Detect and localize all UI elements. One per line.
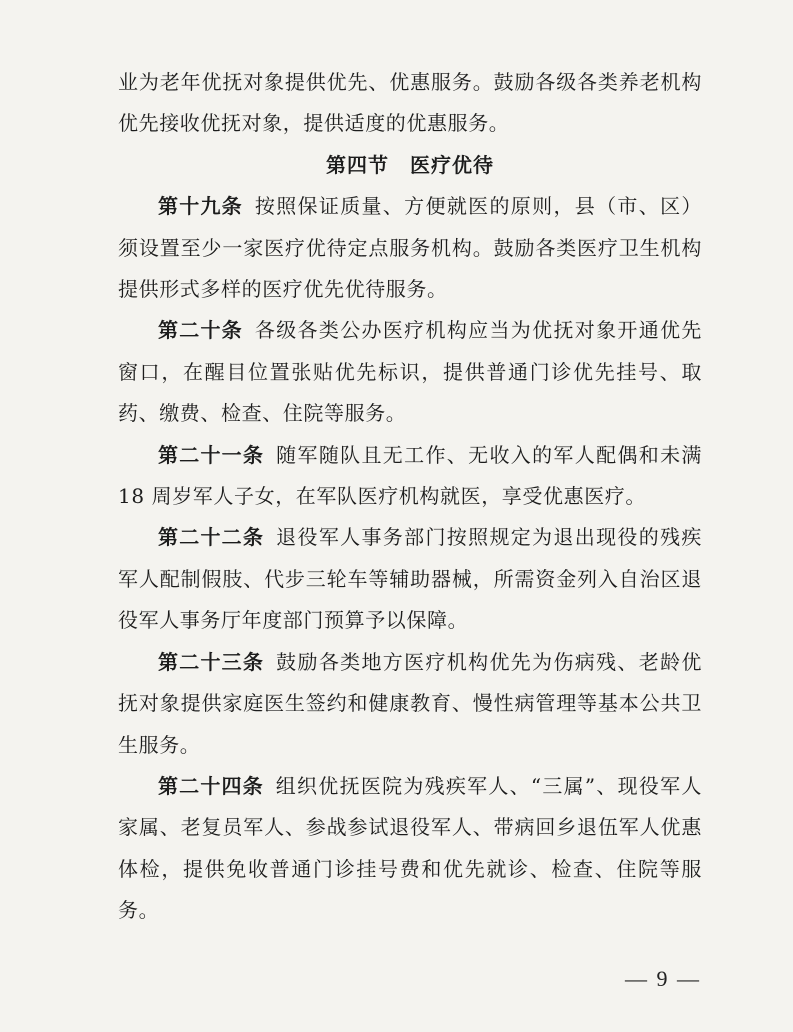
section-title: 第四节 医疗优待 (326, 152, 494, 177)
article-number: 第十九条 (158, 194, 243, 219)
article-text: 组织优抚医院为残疾军人、“三属”、现役军人家属、老复员军人、参战参试退役军人、带病回乡退伍军人优惠体检，提供免收普通门诊挂号费和优先就诊、检查、住院等服务。 (118, 773, 702, 923)
article-19 (118, 186, 702, 310)
page-number: — 9 — (625, 966, 701, 991)
article-number: 第二十一条 (158, 442, 265, 467)
article-22 (118, 517, 702, 641)
continuation-paragraph: 业为老年优抚对象提供优先、优惠服务。鼓励各级各类养老机构优先接收优抚对象，提供适度的优惠服务。 (118, 70, 702, 136)
article-text: 随军随队且无工作、无收入的军人配偶和未满 18 周岁军人子女，在军队医疗机构就医，享受优惠医疗。 (118, 442, 703, 509)
article-text: 鼓励各类地方医疗机构优先为伤病残、老龄优抚对象提供家庭医生签约和健康教育、慢性病管理等基本公共卫生服务。 (118, 649, 703, 757)
article-21 (118, 435, 702, 518)
article-20 (118, 310, 702, 434)
article-text: 退役军人事务部门按照规定为退出现役的残疾军人配制假肢、代步三轮车等辅助器械，所需资金列入自治区退役军人事务厅年度部门预算予以保障。 (118, 525, 703, 633)
document-page (118, 62, 702, 932)
article-text: 各级各类公办医疗机构应当为优抚对象开通优先窗口，在醒目位置张贴优先标识，提供普通门诊优先挂号、取药、缴费、检查、住院等服务。 (118, 318, 702, 426)
article-number: 第二十二条 (158, 525, 265, 550)
article-number: 第二十三条 (158, 649, 265, 674)
article-number: 第二十条 (158, 318, 243, 343)
article-text: 按照保证质量、方便就医的原则，县（市、区）须设置至少一家医疗优待定点服务机构。鼓励各类医疗卫生机构提供形式多样的医疗优先优待服务。 (118, 194, 702, 302)
article-23 (118, 642, 702, 766)
article-24 (118, 766, 702, 932)
article-number: 第二十四条 (158, 773, 264, 798)
